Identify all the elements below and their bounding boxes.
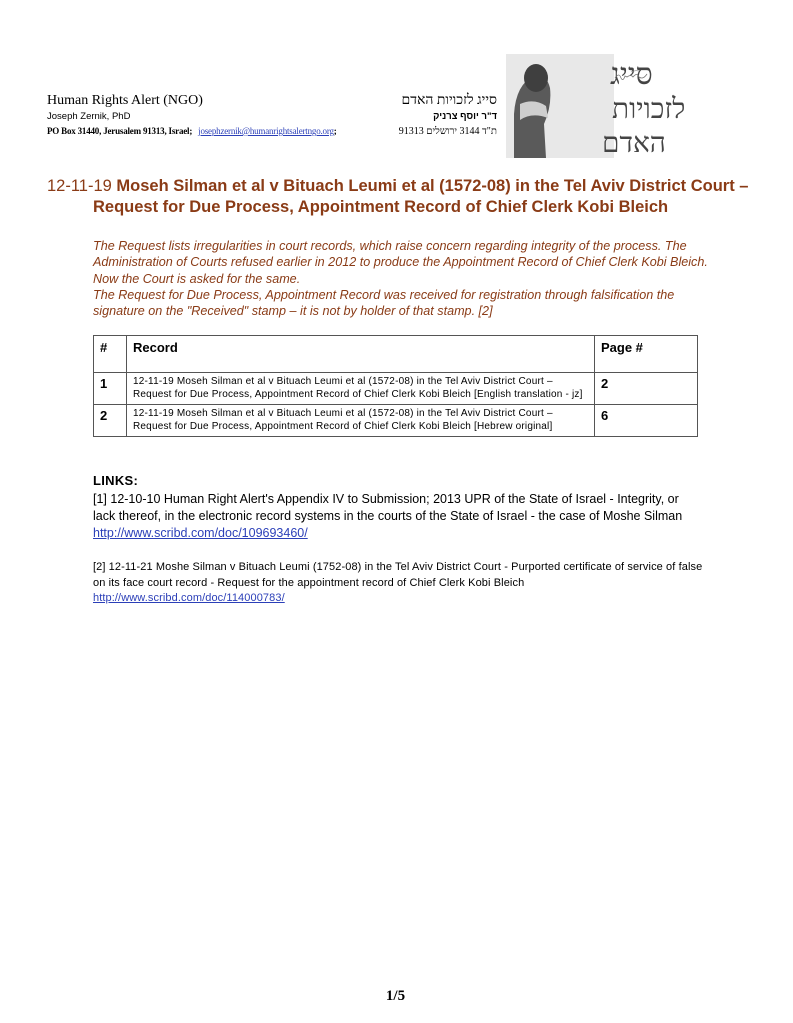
document-date: 12-11-19 [47, 177, 112, 195]
summary-paragraph: The Request for Due Process, Appointment Record was received for registration through falsification the signature on the "Received" stamp – it is not by holder of that stamp. [2] [93, 287, 675, 319]
org-name-english: Human Rights Alert (NGO) [47, 93, 203, 108]
link-url[interactable]: http://www.scribd.com/doc/114000783/ [93, 592, 285, 604]
author-name-hebrew: ד"ר יוסף צרניק [433, 111, 497, 122]
logo-text-3: האדם [602, 128, 666, 159]
row-page: 6 [595, 404, 698, 436]
org-name-hebrew: סייג לזכויות האדם [401, 93, 497, 108]
address-english-text: PO Box 31440, Jerusalem 91313, Israel; [47, 126, 193, 136]
org-logo [506, 54, 686, 159]
logo-text-2: לזכויות [612, 94, 686, 125]
records-table [93, 335, 698, 437]
column-header-record: Record [127, 336, 595, 373]
document-summary [93, 238, 713, 319]
row-record: 12-11-19 Moseh Silman et al v Bituach Leumi et al (1572-08) in the Tel Aviv District Court – Request for Due Process, Appointment Record of Chief Clerk Kobi Bleich [Hebrew original] [127, 404, 595, 436]
column-header-number: # [94, 336, 127, 373]
table-row [94, 404, 698, 436]
address-hebrew: ת"ד 3144 ירושלים 91313 [398, 126, 497, 137]
logo-text-1: סייג [610, 58, 653, 91]
link-item [93, 491, 703, 542]
author-name-english: Joseph Zernik, PhD [47, 111, 131, 122]
document-heading [47, 176, 793, 218]
row-record: 12-11-19 Moseh Silman et al v Bituach Leumi et al (1572-08) in the Tel Aviv District Court – Request for Due Process, Appointment Record of Chief Clerk Kobi Bleich [English translation - jz] [127, 373, 595, 405]
address-english [47, 126, 337, 136]
email-link[interactable]: josephzernik@humanrightsalertngo.org [198, 126, 334, 136]
link-url[interactable]: http://www.scribd.com/doc/109693460/ [93, 526, 308, 540]
document-title: Moseh Silman et al v Bituach Leumi et al (1572-08) in the Tel Aviv District Court – Request for Due Process, Appointment Record of Chief Clerk Kobi Bleich [93, 177, 749, 216]
page-number: 1/5 [385, 988, 406, 1004]
logo-graphic [506, 54, 686, 159]
column-header-page: Page # [595, 336, 698, 373]
link-description: [2] 12-11-21 Moshe Silman v Bituach Leumi (1752-08) in the Tel Aviv District Court - Purported certificate of service of false on its face court record - Request for the appointment record of Chief Clerk Kobi Bleich [93, 561, 703, 589]
table-row [94, 373, 698, 405]
links-heading: LINKS: [93, 473, 139, 488]
link-item [93, 560, 703, 607]
row-page: 2 [595, 373, 698, 405]
link-description: [1] 12-10-10 Human Right Alert's Appendix IV to Submission; 2013 UPR of the State of Israel - Integrity, or lack thereof, in the electronic record systems in the courts of the State of Israel - the case of Moshe Silman [93, 492, 683, 523]
row-number: 1 [94, 373, 127, 405]
summary-paragraph: The Request lists irregularities in court records, which raise concern regarding integrity of the process. The Administration of Courts refused earlier in 2012 to produce the Appointment Record of Chief Clerk Kobi Bleich. Now the Court is asked for the same. [93, 239, 708, 286]
address-suffix: ; [333, 126, 337, 136]
row-number: 2 [94, 404, 127, 436]
handwritten-signature [613, 68, 651, 84]
table-header-row [94, 336, 698, 373]
